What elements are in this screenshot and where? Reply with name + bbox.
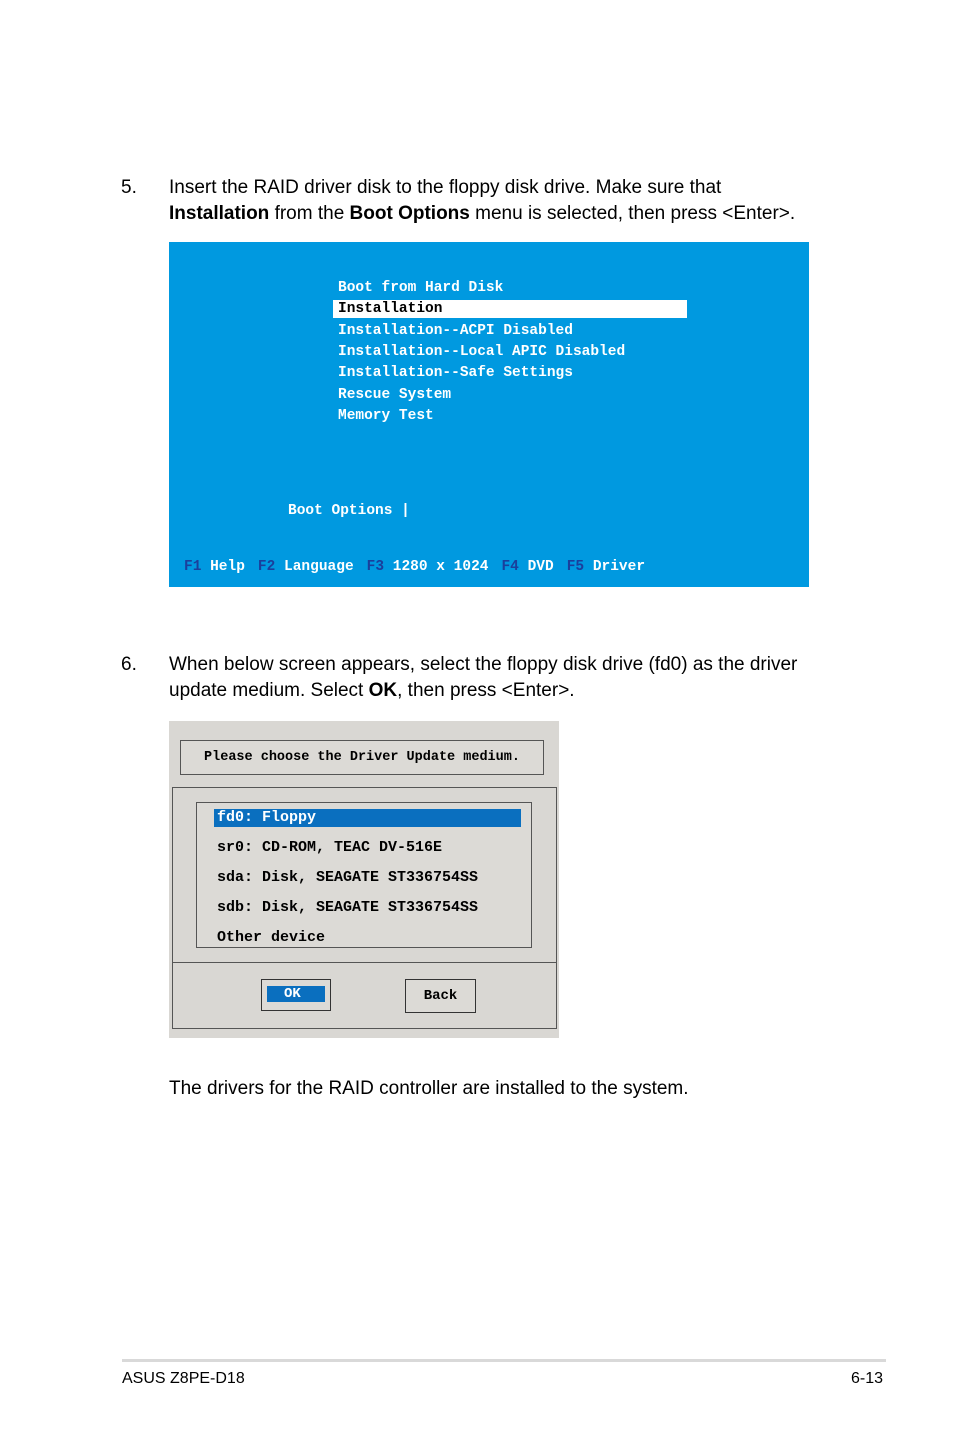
driver-medium-item-selected[interactable]: fd0: Floppy [214, 809, 521, 827]
function-key-f2[interactable] [258, 559, 354, 575]
driver-update-dialog [169, 721, 559, 1038]
step-5-text-end: menu is selected, then press <Enter>. [469, 203, 796, 224]
boot-menu-item[interactable]: Installation--Local APIC Disabled [338, 344, 626, 360]
boot-menu-item[interactable]: Installation--Safe Settings [338, 365, 573, 381]
step-5-bold-installation: Installation [169, 203, 270, 224]
boot-options-prompt[interactable]: Boot Options | [288, 503, 410, 519]
function-key-bar [184, 559, 658, 575]
function-key-f5[interactable] [567, 559, 645, 575]
step-6-text [169, 652, 829, 704]
driver-medium-list[interactable] [196, 802, 532, 948]
step-5-number: 5. [121, 177, 137, 198]
boot-menu-item-selected[interactable]: Installation [333, 300, 687, 318]
function-key-code: F4 [501, 559, 519, 575]
boot-menu-item[interactable]: Memory Test [338, 408, 434, 424]
step-6-number: 6. [121, 654, 137, 675]
boot-menu-item[interactable]: Installation--ACPI Disabled [338, 323, 573, 339]
step-6-text-end: , then press <Enter>. [397, 680, 575, 701]
step-5-text-mid: from the [269, 203, 350, 224]
function-key-label: Language [284, 559, 354, 575]
function-key-f4[interactable] [501, 559, 553, 575]
driver-medium-item[interactable]: sr0: CD-ROM, TEAC DV-516E [217, 839, 443, 856]
function-key-code: F3 [366, 559, 385, 575]
function-key-f3[interactable] [367, 559, 489, 575]
ok-button[interactable] [261, 979, 331, 1011]
dialog-title-box [180, 740, 544, 775]
footer-divider [122, 1359, 886, 1362]
dialog-prompt: Please choose the Driver Update medium. [204, 750, 520, 765]
back-button[interactable]: Back [405, 979, 476, 1013]
step-5-text [169, 175, 829, 227]
step-5-text-line1: Insert the RAID driver disk to the floppy disk drive. Make sure that [169, 177, 722, 198]
dialog-body [172, 787, 557, 963]
step-5-bold-boot-options: Boot Options [349, 203, 470, 224]
function-key-label: Help [210, 559, 245, 575]
boot-menu-item[interactable]: Rescue System [338, 387, 452, 403]
driver-medium-item[interactable]: Other device [217, 929, 326, 946]
boot-screen [169, 242, 809, 587]
function-key-code: F1 [184, 559, 202, 575]
driver-medium-item[interactable]: sda: Disk, SEAGATE ST336754SS [217, 869, 479, 886]
function-key-code: F2 [257, 559, 276, 575]
driver-medium-item[interactable]: sdb: Disk, SEAGATE ST336754SS [217, 899, 479, 916]
function-key-label: 1280 x 1024 [392, 559, 489, 575]
step-6-bold-ok: OK [368, 680, 398, 701]
dialog-button-bar [172, 961, 557, 1029]
footer-product-name: ASUS Z8PE-D18 [122, 1370, 245, 1387]
result-text: The drivers for the RAID controller are installed to the system. [169, 1078, 689, 1099]
function-key-label: Driver [592, 559, 646, 575]
function-key-f1[interactable] [184, 559, 245, 575]
boot-menu-item[interactable]: Boot from Hard Disk [338, 280, 504, 296]
step-6-text-start: When below screen appears, select the floppy disk drive (fd0) as the driver update medium. Select [169, 654, 798, 701]
footer-page-number: 6-13 [851, 1370, 884, 1387]
function-key-label: DVD [527, 559, 554, 575]
ok-button-label: OK [284, 986, 301, 1002]
function-key-code: F5 [566, 559, 585, 575]
ok-button-focus [267, 986, 325, 1002]
